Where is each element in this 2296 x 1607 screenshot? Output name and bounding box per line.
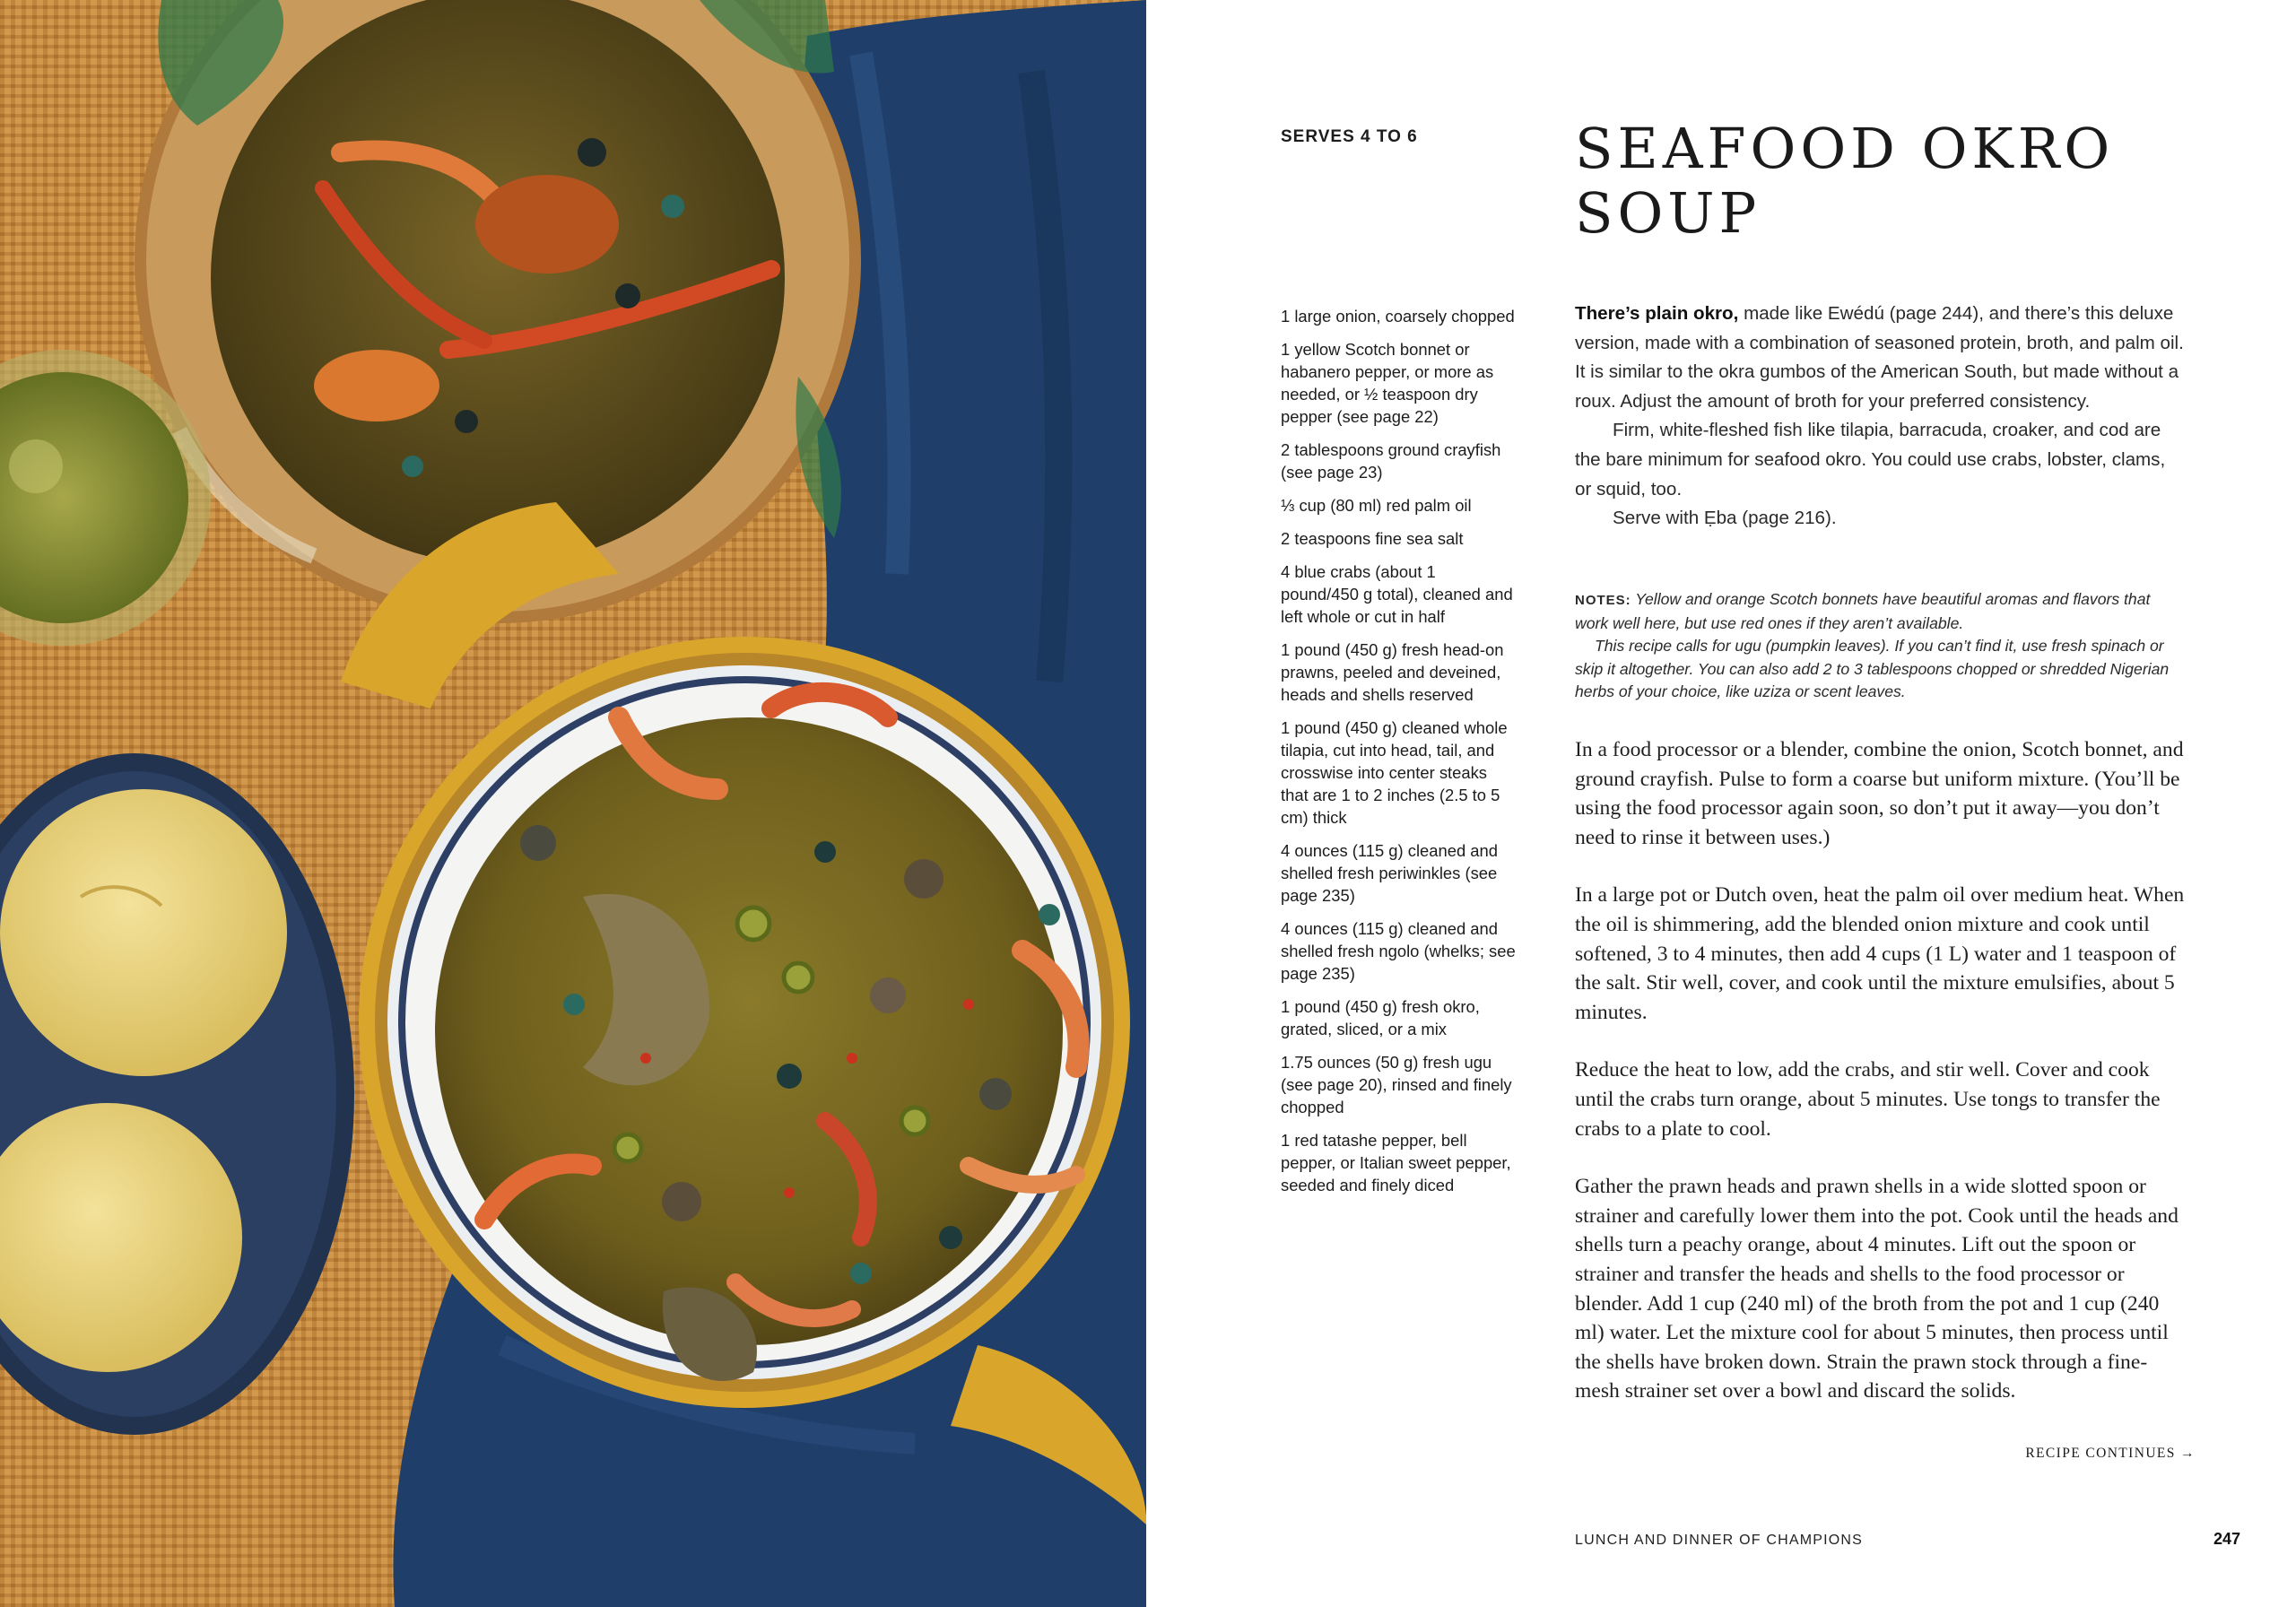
step-paragraph: Reduce the heat to low, add the crabs, and stir well. Cover and cook until the crabs turn orange, about 5 minutes. Use tongs to transfer the crabs to a plate to cool. [1575, 1058, 2161, 1141]
ingredient-item: 1 pound (450 g) cleaned whole tilapia, cut into head, tail, and crosswise into center steaks that are 1 to 2 inches (2.5 to 5 cm) thick [1281, 718, 1508, 827]
recipe-notes [1575, 588, 2185, 704]
ingredient-item: 1 large onion, coarsely chopped [1281, 307, 1515, 326]
step-paragraph: In a large pot or Dutch oven, heat the palm oil over medium heat. When the oil is shimmering, add the blended onion mixture and cook until softened, 3 to 4 minutes, then add 4 cups (1 L) water and 1 teaspoon of the salt. Stir well, cover, and cook until the mixture emulsifies, about 5 minutes. [1575, 883, 2185, 1024]
notes-label: NOTES: [1575, 593, 1631, 608]
ingredient-list [1281, 305, 1516, 1207]
food-photo-illustration [0, 0, 1146, 1607]
ingredient-item: 1 pound (450 g) fresh head-on prawns, peeled and deveined, heads and shells reserved [1281, 640, 1504, 704]
serves-label: SERVES 4 TO 6 [1281, 127, 1418, 146]
intro-paragraph-3: Serve with Ẹba (page 216). [1613, 508, 1837, 529]
ingredient-item: 4 blue crabs (about 1 pound/450 g total), cleaned and left whole or cut in half [1281, 562, 1513, 626]
intro-text-1: made like Ewédú (page 244), and there’s this deluxe version, made with a combination of seasoned protein, broth, and palm oil. It is similar to the okra gumbos of the American South, but made without a roux. Adjust the amount of broth for your preferred consistency. [1575, 303, 2184, 412]
plate-with-swallow [0, 753, 354, 1435]
section-footer: LUNCH AND DINNER OF CHAMPIONS [1575, 1533, 1864, 1548]
step-paragraph: Gather the prawn heads and prawn shells in a wide slotted spoon or strainer and carefully lower them into the pot. Cook until the heads and shells turn a peachy orange, about 4 minutes. Lift out the spoon or strainer and transfer the heads and shells to the food processor or blender. Add 1 cup (240 ml) of the broth from the pot and 1 cup (240 ml) water. Let the mixture cool for about 5 minutes, then process until the shells have broken down. Strain the prawn stock through a fine-mesh strainer set over a bowl and discard the solids. [1575, 1175, 2179, 1403]
ingredient-item: 2 teaspoons fine sea salt [1281, 529, 1464, 548]
ingredient-item: ⅓ cup (80 ml) red palm oil [1281, 496, 1472, 515]
recipe-page [1146, 0, 2296, 1607]
food-photo [0, 0, 1146, 1607]
ingredient-item: 2 tablespoons ground crayfish (see page 23) [1281, 440, 1501, 482]
intro-lead: There’s plain okro, [1575, 303, 1739, 324]
page-number: 247 [2213, 1530, 2240, 1548]
ingredient-item: 1 pound (450 g) fresh okro, grated, sliced, or a mix [1281, 997, 1480, 1038]
recipe-steps [1575, 735, 2187, 1435]
ingredient-item: 4 ounces (115 g) cleaned and shelled fresh periwinkles (see page 235) [1281, 841, 1498, 905]
ingredient-item: 4 ounces (115 g) cleaned and shelled fresh ngolo (whelks; see page 235) [1281, 919, 1516, 983]
recipe-title: SEAFOOD OKRO SOUP [1575, 116, 2115, 246]
ingredient-item: 1.75 ounces (50 g) fresh ugu (see page 20), rinsed and finely chopped [1281, 1053, 1512, 1116]
intro-paragraph-2: Firm, white-fleshed fish like tilapia, barracuda, croaker, and cod are the bare minimum for seafood okro. You could use crabs, lobster, clams, or squid, too. [1575, 420, 2166, 499]
note-1 [1575, 588, 2185, 635]
intro-paragraph-1 [1575, 300, 2185, 416]
step-paragraph: In a food processor or a blender, combine the onion, Scotch bonnet, and ground crayfish. Pulse to form a coarse but uniform mixture. (You’ll be using the food processor again soon, so don’t put it away—you don’t need to rinse it between uses.) [1575, 738, 2184, 849]
note-1-text: Yellow and orange Scotch bonnets have beautiful aromas and flavors that work well here, but use red ones if they aren’t available. [1575, 590, 2151, 632]
ingredient-item: 1 yellow Scotch bonnet or habanero pepper, or more as needed, or ½ teaspoon dry pepper (see page 22) [1281, 340, 1494, 426]
ingredient-item: 1 red tatashe pepper, bell pepper, or Italian sweet pepper, seeded and finely diced [1281, 1131, 1511, 1194]
recipe-continues-link[interactable]: RECIPE CONTINUES → [2025, 1446, 2196, 1461]
recipe-intro [1575, 300, 2185, 534]
note-2: This recipe calls for ugu (pumpkin leaves). If you can’t find it, use fresh spinach or skip it altogether. You can also add 2 to 3 tablespoons chopped or shredded Nigerian herbs of your choice, like uziza or scent leaves. [1575, 637, 2170, 700]
